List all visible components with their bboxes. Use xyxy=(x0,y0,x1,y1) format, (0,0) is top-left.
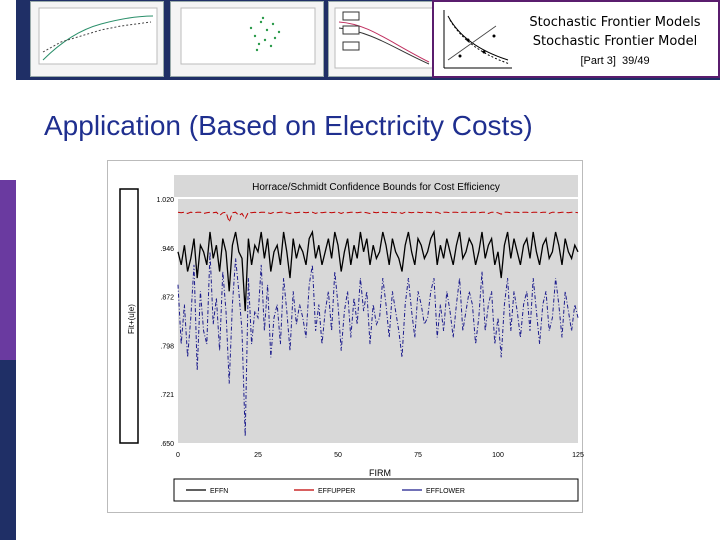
accent-bar-navy xyxy=(0,360,16,540)
x-tick-label: 125 xyxy=(572,452,584,459)
y-tick-label: .650 xyxy=(160,441,174,448)
y-tick-label: .946 xyxy=(160,245,174,253)
frontier-diagram-icon xyxy=(438,6,514,74)
y-tick-label: .721 xyxy=(160,392,174,400)
part-label: [Part 3] xyxy=(580,55,616,67)
x-axis-label: FIRM xyxy=(369,468,391,478)
y-tick-label: 1.020 xyxy=(156,197,174,204)
thumbnail-distribution-plot xyxy=(328,1,438,77)
thumbnail-curve-plot xyxy=(30,1,164,77)
x-tick-label: 0 xyxy=(176,452,180,459)
slide-title: Application (Based on Electricity Costs) xyxy=(44,110,533,141)
header-title-line-2: Stochastic Frontier Model xyxy=(532,34,698,49)
header-title-box xyxy=(432,0,720,78)
x-tick-label: 25 xyxy=(254,452,262,459)
header-part-indicator xyxy=(512,55,718,67)
x-tick-label: 50 xyxy=(334,452,342,459)
y-tick-label: .872 xyxy=(160,294,174,302)
thumbnail-distribution-graphic xyxy=(329,2,437,76)
left-accent-bar xyxy=(0,0,16,540)
chart-title: Horrace/Schmidt Confidence Bounds for Cost Efficiency xyxy=(252,182,500,193)
page-number: 39/49 xyxy=(622,55,650,67)
legend-box xyxy=(174,479,578,501)
y-axis-label: Fit+(u|e) xyxy=(127,304,136,334)
accent-bar-purple xyxy=(0,180,16,360)
legend-label: EFFN xyxy=(210,488,229,495)
thumbnail-scatter-graphic xyxy=(171,2,323,76)
thumbnail-scatter-plot xyxy=(170,1,324,77)
legend-label: EFFUPPER xyxy=(318,488,356,495)
confidence-bounds-chart xyxy=(108,161,582,512)
x-tick-label: 75 xyxy=(414,452,422,459)
chart-figure xyxy=(107,160,583,513)
thumbnail-curve-graphic xyxy=(31,2,163,76)
accent-bar-top xyxy=(0,0,16,180)
legend-label: EFFLOWER xyxy=(426,488,465,495)
y-tick-label: .798 xyxy=(160,343,174,351)
header-title-line-1: Stochastic Frontier Models xyxy=(529,15,701,30)
x-tick-label: 100 xyxy=(492,452,504,459)
